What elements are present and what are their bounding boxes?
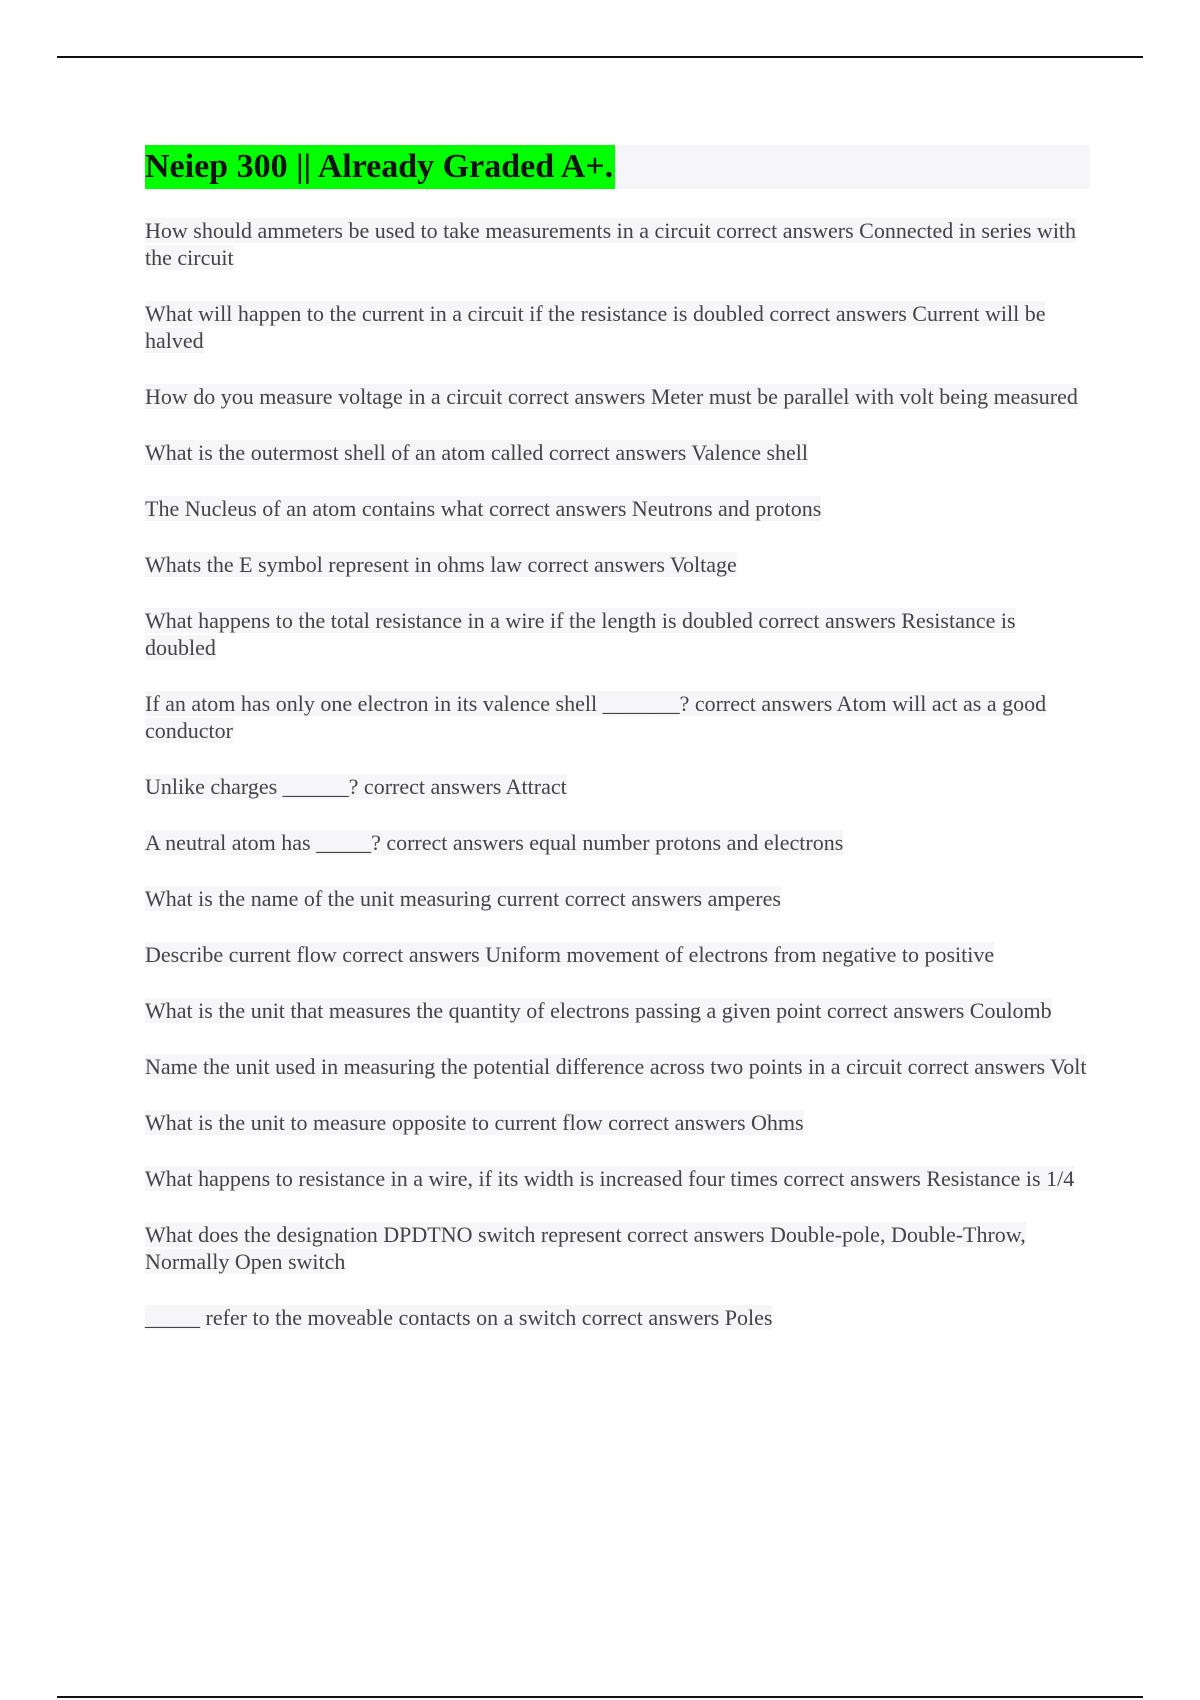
qa-item xyxy=(145,1165,1090,1192)
qa-text: What happens to the total resistance in a wire if the length is doubled correct answers Resistance is doubled xyxy=(145,608,1016,660)
qa-text: How do you measure voltage in a circuit correct answers Meter must be parallel with volt being measured xyxy=(145,384,1078,409)
qa-text: What will happen to the current in a circuit if the resistance is doubled correct answers Current will be halved xyxy=(145,301,1046,353)
qa-item xyxy=(145,439,1090,466)
document-body xyxy=(145,145,1090,1360)
qa-item xyxy=(145,217,1090,271)
document-title: Neiep 300 || Already Graded A+. xyxy=(145,145,615,189)
qa-text: If an atom has only one electron in its valence shell _______? correct answers Atom will act as a good conductor xyxy=(145,691,1047,743)
qa-item xyxy=(145,1304,1090,1331)
qa-text: What does the designation DPDTNO switch represent correct answers Double-pole, Double-Throw, Normally Open switch xyxy=(145,1222,1026,1274)
qa-text: What is the outermost shell of an atom called correct answers Valence shell xyxy=(145,440,809,465)
qa-text: How should ammeters be used to take measurements in a circuit correct answers Connected in series with the circuit xyxy=(145,218,1077,270)
qa-item xyxy=(145,997,1090,1024)
qa-item xyxy=(145,941,1090,968)
qa-text: Unlike charges ______? correct answers Attract xyxy=(145,774,567,799)
qa-item xyxy=(145,300,1090,354)
qa-item xyxy=(145,1109,1090,1136)
qa-item xyxy=(145,773,1090,800)
qa-item xyxy=(145,829,1090,856)
qa-text: What is the unit to measure opposite to current flow correct answers Ohms xyxy=(145,1110,804,1135)
qa-item xyxy=(145,495,1090,522)
qa-item xyxy=(145,690,1090,744)
qa-item xyxy=(145,1221,1090,1275)
qa-text: The Nucleus of an atom contains what correct answers Neutrons and protons xyxy=(145,496,822,521)
qa-text: Describe current flow correct answers Uniform movement of electrons from negative to positive xyxy=(145,942,995,967)
qa-text: Name the unit used in measuring the potential difference across two points in a circuit correct answers Volt xyxy=(145,1054,1087,1079)
qa-item xyxy=(145,551,1090,578)
top-rule xyxy=(57,56,1143,58)
qa-text: What is the unit that measures the quantity of electrons passing a given point correct answers Coulomb xyxy=(145,998,1052,1023)
qa-item xyxy=(145,607,1090,661)
qa-item xyxy=(145,885,1090,912)
title-band xyxy=(145,145,1090,189)
qa-list xyxy=(145,217,1090,1331)
qa-text: _____ refer to the moveable contacts on a switch correct answers Poles xyxy=(145,1305,773,1330)
qa-text: What happens to resistance in a wire, if its width is increased four times correct answers Resistance is 1/4 xyxy=(145,1166,1075,1191)
qa-item xyxy=(145,1053,1090,1080)
qa-text: What is the name of the unit measuring current correct answers amperes xyxy=(145,886,781,911)
qa-text: A neutral atom has _____? correct answers equal number protons and electrons xyxy=(145,830,844,855)
qa-item xyxy=(145,383,1090,410)
qa-text: Whats the E symbol represent in ohms law correct answers Voltage xyxy=(145,552,737,577)
bottom-rule xyxy=(57,1696,1143,1698)
